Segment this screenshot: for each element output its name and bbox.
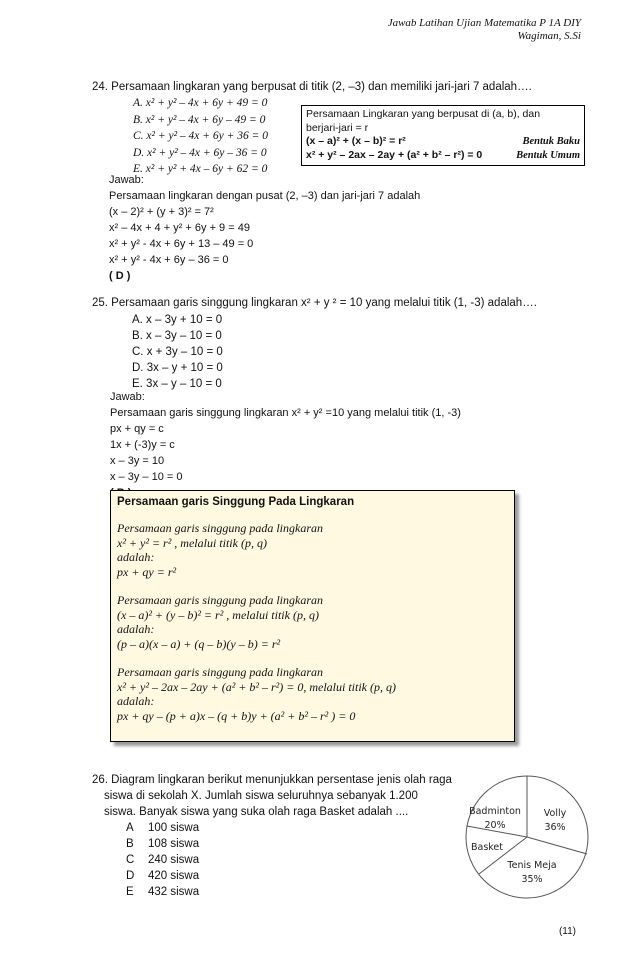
q24-option-a: A. x² + y² – 4x + 6y + 49 = 0 (133, 97, 268, 109)
q25-box-line: adalah: (117, 694, 155, 708)
q24-answer-line: x² + y² - 4x + 6y – 36 = 0 (109, 254, 229, 266)
pie-label-badminton: Badminton (469, 806, 521, 817)
q24-option-d: D. x² + y² – 4x + 6y – 36 = 0 (133, 146, 267, 159)
q24-option-b: B. x² + y² – 4x + 6y – 49 = 0 (133, 113, 266, 126)
q25-box-body (111, 513, 514, 723)
q25-answer (110, 389, 461, 501)
q24-answer-line: Jawab: (109, 174, 144, 186)
q24-answer-line: Persamaan lingkaran dengan pusat (2, –3) dan jari-jari 7 adalah (109, 190, 421, 202)
q25-answer-line: px + qy = c (110, 423, 164, 435)
q25-answer-line: x – 3y – 10 = 0 (110, 471, 183, 483)
q24-box-line-1: Persamaan Lingkaran yang berpusat di (a, b), dan (306, 108, 541, 120)
q25-box-line: px + qy – (p + a)x – (q + b)y + (a² + b² – r² ) = 0 (117, 708, 356, 723)
q25-answer-line: x – 3y = 10 (110, 455, 165, 467)
q25-box-line: adalah: (117, 622, 155, 636)
q25-answer-line: Jawab: (110, 391, 145, 403)
document-header (388, 17, 581, 43)
q24-options (133, 95, 268, 178)
q24-question: 24. Persamaan lingkaran yang berpusat di titik (2, –3) dan memiliki jari-jari 7 adalah…. (92, 81, 532, 93)
q24-box-row-standard (306, 135, 580, 149)
q26-option-d: D 420 siswa (126, 870, 200, 882)
q25-box-line: x² + y² – 2ax – 2ay + (a² + b² – r²) = 0, melalui titik (p, q) (117, 679, 396, 694)
q25-option-a: A. x – 3y + 10 = 0 (132, 314, 223, 326)
q26-question-line: siswa di sekolah X. Jumlah siswa seluruhnya sebanyak 1.200 (104, 790, 418, 802)
q24-option-c: C. x² + y² – 4x + 6y + 36 = 0 (133, 130, 269, 142)
page-number: (11) (558, 926, 576, 937)
q26-question-line: 26. Diagram lingkaran berikut menunjukkan persentase jenis olah raga (92, 774, 452, 786)
q25-box-line: x² + y² = r² , melalui titik (p, q) (117, 535, 267, 550)
q25-options (132, 312, 223, 392)
q25-box-line: Persamaan garis singgung pada lingkaran (117, 665, 324, 679)
q24-formula-box (301, 105, 585, 166)
pie-value-tenis-meja: 35% (521, 874, 543, 885)
q24-box-line-2: berjari-jari = r (306, 121, 369, 134)
q25-box-spacer (117, 579, 508, 593)
q26-option-a: A 100 siswa (126, 822, 200, 834)
q24-answer-line: x² + y² - 4x + 6y + 13 – 49 = 0 (109, 238, 254, 250)
q24-option-e: E. x² + y² + 4x – 6y + 62 = 0 (133, 163, 268, 175)
q25-box-title: Persamaan garis Singgung Pada Lingkaran (117, 496, 355, 508)
q25-box-line: Persamaan garis singgung pada lingkaran (117, 593, 324, 607)
pie-label-tenis-meja: Tenis Meja (507, 860, 557, 871)
q25-option-d: D. 3x – y + 10 = 0 (132, 362, 223, 374)
q24-answer-line: (x – 2)² + (y + 3)² = 7² (109, 206, 214, 218)
q25-box-spacer (117, 651, 508, 665)
pie-value-badminton: 20% (484, 820, 506, 831)
q25-option-e: E. 3x – y – 10 = 0 (132, 378, 222, 390)
q25-option-b: B. x – 3y – 10 = 0 (132, 330, 222, 342)
q24-box-row-general (306, 149, 580, 163)
q25-box-line: adalah: (117, 550, 155, 564)
pie-value-volly: 36% (544, 822, 566, 833)
pie-label-volly: Volly (543, 808, 567, 819)
header-line-2: Wagiman, S.Si (517, 30, 581, 42)
q24-box-tag-general: Bentuk Umum (516, 149, 580, 161)
q26-options (126, 820, 199, 900)
q24-answer (109, 172, 420, 284)
q24-answer-key: ( D ) (109, 270, 131, 282)
q25-formula-box (110, 490, 515, 742)
q26-option-b: B 108 siswa (126, 838, 200, 850)
q24-answer-line: x² – 4x + 4 + y² + 6y + 9 = 49 (109, 222, 250, 234)
q25-box-line: Persamaan garis singgung pada lingkaran (117, 521, 324, 535)
q25-box-line: (p – a)(x – a) + (q – b)(y – b) = r² (117, 636, 281, 651)
q26-question (92, 772, 452, 820)
q24-box-line-3: (x – a)² + (x – b)² = r² (306, 135, 406, 147)
header-line-1: Jawab Latihan Ujian Matematika P 1A DIY (387, 17, 581, 29)
q25-answer-line: 1x + (-3)y = c (110, 439, 175, 451)
q25-box-line: px + qy = r² (117, 564, 177, 579)
q25-question: 25. Persamaan garis singgung lingkaran x² + y ² = 10 yang melalui titik (1, -3) adalah…. (92, 297, 537, 309)
q26-pie-chart (460, 770, 594, 904)
q24-box-tag-standard: Bentuk Baku (522, 136, 580, 147)
q25-option-c: C. x + 3y – 10 = 0 (132, 346, 223, 358)
q24-box-line-4: x² + y² – 2ax – 2ay + (a² + b² – r²) = 0 (306, 148, 483, 161)
q26-question-line: siswa. Banyak siswa yang suka olah raga Basket adalah .... (104, 806, 409, 818)
q25-box-line: (x – a)² + (y – b)² = r² , melalui titik (p, q) (117, 607, 319, 622)
pie-label-basket: Basket (470, 842, 504, 853)
q26-option-e: E 432 siswa (126, 886, 200, 898)
q26-option-c: C 240 siswa (126, 854, 200, 866)
q25-answer-line: Persamaan garis singgung lingkaran x² + y² =10 yang melalui titik (1, -3) (110, 407, 461, 419)
